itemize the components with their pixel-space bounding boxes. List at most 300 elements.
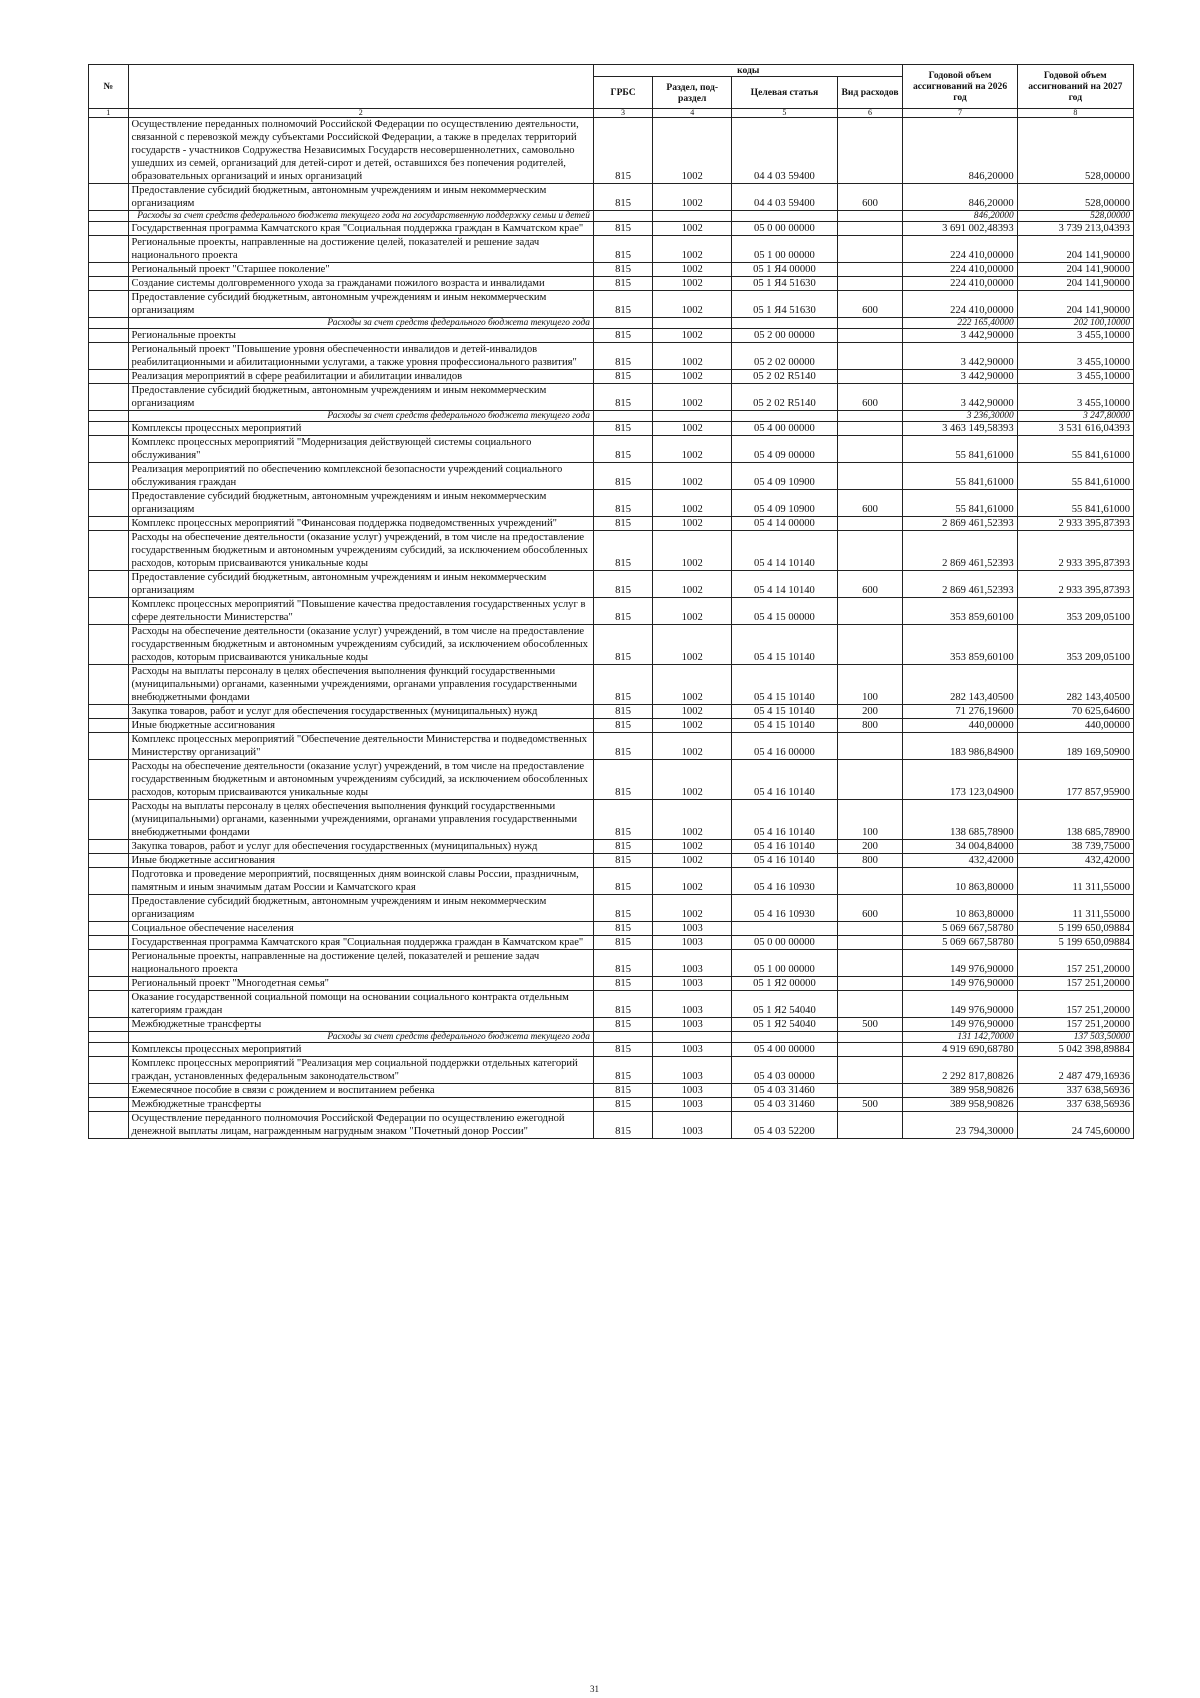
header-section: Раздел, под-раздел [653,77,732,109]
cell-vol-2027: 5 042 398,89884 [1017,1043,1133,1057]
cell-vol-2027: 204 141,90000 [1017,236,1133,263]
cell-type [837,977,903,991]
cell-vol-2026: 224 410,00000 [903,291,1017,318]
cell-section: 1002 [653,490,732,517]
cell-grbs: 815 [593,370,652,384]
cell-vol-2027: 3 455,10000 [1017,329,1133,343]
cell-name: Предоставление субсидий бюджетным, автономным учреждениям и иным некоммерческим организациям [128,184,593,211]
table-row [89,760,1134,800]
table-row [89,922,1134,936]
cell-grbs: 815 [593,977,652,991]
cell-type [837,598,903,625]
cell-num [89,1057,129,1084]
cell-vol-2026: 3 442,90000 [903,329,1017,343]
cell-vol-2027: 2 933 395,87393 [1017,571,1133,598]
cell-type [837,343,903,370]
header-grbs: ГРБС [593,77,652,109]
cell-section: 1002 [653,291,732,318]
cell-grbs: 815 [593,922,652,936]
cell-target: 05 1 Я2 54040 [732,1018,837,1032]
table-row [89,384,1134,411]
table-row [89,531,1134,571]
cell-vol-2027: 3 247,80000 [1017,411,1133,422]
cell-name: Иные бюджетные ассигнования [128,719,593,733]
table-row [89,222,1134,236]
cell-vol-2027: 282 143,40500 [1017,665,1133,705]
column-number: 1 [89,109,129,118]
cell-vol-2027: 24 745,60000 [1017,1112,1133,1139]
table-row [89,118,1134,184]
header-vol-2026: Годовой объем ассигнований на 2026 год [903,65,1017,109]
cell-grbs: 815 [593,895,652,922]
cell-target: 05 1 Я4 51630 [732,291,837,318]
cell-vol-2027: 204 141,90000 [1017,291,1133,318]
cell-vol-2026: 224 410,00000 [903,236,1017,263]
cell-section: 1002 [653,705,732,719]
cell-target: 05 4 14 10140 [732,531,837,571]
cell-target: 05 4 16 10140 [732,854,837,868]
cell-section [653,318,732,329]
cell-type [837,329,903,343]
cell-type [837,118,903,184]
cell-type [837,411,903,422]
cell-type [837,436,903,463]
budget-table-sheet [88,64,1134,1139]
table-row [89,625,1134,665]
cell-num [89,625,129,665]
cell-num [89,991,129,1018]
cell-target: 05 4 15 00000 [732,598,837,625]
cell-type [837,370,903,384]
cell-vol-2026: 3 442,90000 [903,343,1017,370]
cell-num [89,665,129,705]
cell-grbs: 815 [593,531,652,571]
cell-section: 1002 [653,531,732,571]
cell-num [89,236,129,263]
cell-vol-2027: 157 251,20000 [1017,950,1133,977]
cell-section: 1003 [653,1098,732,1112]
cell-vol-2027: 157 251,20000 [1017,1018,1133,1032]
cell-target: 05 4 15 10140 [732,665,837,705]
cell-name: Региональный проект "Повышение уровня обеспеченности инвалидов и детей-инвалидов реабилитационными и абилитационными услугами, а также уровня профессионального развития" [128,343,593,370]
cell-vol-2026: 3 463 149,58393 [903,422,1017,436]
cell-name: Расходы на обеспечение деятельности (оказание услуг) учреждений, в том числе на предоставление государственным бюджетным и автономным учреждениям субсидий, за исключением обособленных расходов, которым присваиваются уникальные коды [128,531,593,571]
cell-type [837,236,903,263]
cell-name: Региональные проекты, направленные на достижение целей, показателей и решение задач национального проекта [128,236,593,263]
cell-name: Предоставление субсидий бюджетным, автономным учреждениям и иным некоммерческим организациям [128,291,593,318]
cell-vol-2027: 55 841,61000 [1017,490,1133,517]
cell-vol-2027: 5 199 650,09884 [1017,922,1133,936]
cell-vol-2026: 2 869 461,52393 [903,531,1017,571]
cell-section: 1003 [653,936,732,950]
cell-vol-2026: 10 863,80000 [903,895,1017,922]
cell-num [89,760,129,800]
cell-grbs: 815 [593,118,652,184]
cell-name: Региональный проект "Многодетная семья" [128,977,593,991]
cell-vol-2027: 2 487 479,16936 [1017,1057,1133,1084]
cell-vol-2027: 3 455,10000 [1017,343,1133,370]
cell-section: 1002 [653,665,732,705]
cell-target: 05 4 15 10140 [732,719,837,733]
cell-target: 05 1 00 00000 [732,950,837,977]
table-row [89,840,1134,854]
cell-vol-2026: 846,20000 [903,211,1017,222]
cell-grbs: 815 [593,463,652,490]
cell-grbs: 815 [593,733,652,760]
cell-vol-2026: 3 236,30000 [903,411,1017,422]
cell-name: Расходы на выплаты персоналу в целях обеспечения выполнения функций государственными (муниципальными) органами, казенными учреждениями, органами управления государственными внебюджетными фондами [128,800,593,840]
cell-vol-2027: 3 455,10000 [1017,370,1133,384]
cell-name: Комплекс процессных мероприятий "Повышение качества предоставления государственных услуг в сфере деятельности Министерства" [128,598,593,625]
cell-num [89,598,129,625]
cell-vol-2026: 2 869 461,52393 [903,571,1017,598]
cell-num [89,517,129,531]
table-row [89,236,1134,263]
cell-vol-2026: 149 976,90000 [903,991,1017,1018]
table-body [89,118,1134,1139]
table-row [89,184,1134,211]
cell-section: 1002 [653,854,732,868]
cell-type: 600 [837,895,903,922]
cell-name: Предоставление субсидий бюджетным, автономным учреждениям и иным некоммерческим организациям [128,895,593,922]
cell-type: 600 [837,291,903,318]
cell-name: Расходы на выплаты персоналу в целях обеспечения выполнения функций государственными (муниципальными) органами, казенными учреждениями, органами управления государственными внебюджетными фондами [128,665,593,705]
cell-num [89,922,129,936]
cell-section: 1002 [653,422,732,436]
cell-type: 500 [837,1098,903,1112]
cell-num [89,211,129,222]
cell-grbs: 815 [593,1043,652,1057]
cell-num [89,868,129,895]
table-row [89,665,1134,705]
cell-name: Комплекс процессных мероприятий "Модернизация действующей системы социального обслуживания" [128,436,593,463]
cell-section [653,211,732,222]
cell-type: 200 [837,840,903,854]
column-number: 8 [1017,109,1133,118]
cell-name: Реализация мероприятий в сфере реабилитации и абилитации инвалидов [128,370,593,384]
cell-vol-2027: 3 455,10000 [1017,384,1133,411]
cell-grbs: 815 [593,571,652,598]
cell-num [89,895,129,922]
cell-type [837,517,903,531]
cell-type [837,1112,903,1139]
cell-grbs: 815 [593,490,652,517]
cell-section [653,1032,732,1043]
cell-name: Расходы на обеспечение деятельности (оказание услуг) учреждений, в том числе на предоставление государственным бюджетным и автономным учреждениям субсидий, за исключением обособленных расходов, которым присваиваются уникальные коды [128,625,593,665]
cell-section: 1002 [653,625,732,665]
cell-num [89,977,129,991]
cell-grbs: 815 [593,436,652,463]
table-row [89,977,1134,991]
budget-table [88,64,1134,1139]
cell-grbs: 815 [593,1018,652,1032]
cell-vol-2026: 224 410,00000 [903,263,1017,277]
cell-grbs: 815 [593,236,652,263]
cell-vol-2027: 38 739,75000 [1017,840,1133,854]
cell-name: Комплекс процессных мероприятий "Реализация мер социальной поддержки отдельных категорий граждан, установленных федеральным законодательством" [128,1057,593,1084]
cell-name: Ежемесячное пособие в связи с рождением и воспитанием ребенка [128,1084,593,1098]
cell-type: 600 [837,571,903,598]
cell-grbs: 815 [593,625,652,665]
cell-grbs: 815 [593,936,652,950]
cell-grbs: 815 [593,760,652,800]
cell-section [653,411,732,422]
federal-funds-row [89,318,1134,329]
cell-target: 05 4 03 52200 [732,1112,837,1139]
cell-grbs: 815 [593,517,652,531]
table-row [89,936,1134,950]
cell-type: 200 [837,705,903,719]
table-row [89,950,1134,977]
cell-grbs: 815 [593,868,652,895]
table-row [89,343,1134,370]
cell-name: Государственная программа Камчатского края "Социальная поддержка граждан в Камчатском крае" [128,936,593,950]
cell-section: 1003 [653,977,732,991]
cell-target: 04 4 03 59400 [732,184,837,211]
cell-grbs: 815 [593,1112,652,1139]
cell-grbs: 815 [593,1084,652,1098]
table-row [89,1084,1134,1098]
cell-vol-2027: 137 503,50000 [1017,1032,1133,1043]
cell-vol-2026: 34 004,84000 [903,840,1017,854]
cell-num [89,490,129,517]
cell-type [837,1057,903,1084]
cell-vol-2026: 149 976,90000 [903,950,1017,977]
page-number: 31 [590,1684,599,1694]
cell-num [89,800,129,840]
cell-vol-2027: 55 841,61000 [1017,463,1133,490]
cell-target: 05 1 Я4 51630 [732,277,837,291]
cell-grbs: 815 [593,184,652,211]
cell-num [89,705,129,719]
cell-type [837,950,903,977]
cell-num [89,1018,129,1032]
cell-vol-2026: 131 142,70000 [903,1032,1017,1043]
cell-vol-2027: 3 739 213,04393 [1017,222,1133,236]
cell-section: 1003 [653,1043,732,1057]
cell-num [89,370,129,384]
cell-name: Комплексы процессных мероприятий [128,422,593,436]
table-row [89,422,1134,436]
cell-type [837,936,903,950]
cell-grbs: 815 [593,384,652,411]
cell-vol-2026: 23 794,30000 [903,1112,1017,1139]
table-row [89,1018,1134,1032]
cell-vol-2027: 157 251,20000 [1017,977,1133,991]
cell-target: 05 2 00 00000 [732,329,837,343]
cell-grbs: 815 [593,329,652,343]
cell-target: 05 4 03 31460 [732,1098,837,1112]
cell-vol-2026: 389 958,90826 [903,1084,1017,1098]
cell-num [89,950,129,977]
cell-target: 05 2 02 00000 [732,343,837,370]
cell-type: 100 [837,800,903,840]
cell-type [837,733,903,760]
cell-name: Региональные проекты, направленные на достижение целей, показателей и решение задач национального проекта [128,950,593,977]
cell-grbs [593,211,652,222]
cell-type [837,211,903,222]
cell-vol-2026: 55 841,61000 [903,436,1017,463]
cell-section: 1002 [653,733,732,760]
cell-vol-2026: 3 442,90000 [903,370,1017,384]
cell-num [89,384,129,411]
cell-vol-2026: 183 986,84900 [903,733,1017,760]
cell-target: 04 4 03 59400 [732,118,837,184]
cell-name: Осуществление переданных полномочий Российской Федерации по осуществлению деятельности, связанной с перевозкой между субъектами Российской Федерации, а также в пределах территорий государств - участников Содружества Независимых Государств несовершеннолетних, самовольно ушедших из семей, организаций для детей-сирот и детей, оставшихся без попечения родителей, образовательных организаций и иных организаций [128,118,593,184]
cell-vol-2026: 138 685,78900 [903,800,1017,840]
cell-vol-2026: 2 869 461,52393 [903,517,1017,531]
cell-section: 1002 [653,840,732,854]
cell-name: Расходы за счет средств федерального бюджета текущего года на государственную поддержку семьи и детей [128,211,593,222]
cell-num [89,733,129,760]
cell-name: Комплекс процессных мероприятий "Финансовая поддержка подведомственных учреждений" [128,517,593,531]
column-number: 2 [128,109,593,118]
table-row [89,991,1134,1018]
cell-type [837,1032,903,1043]
table-row [89,291,1134,318]
cell-num [89,222,129,236]
cell-num [89,291,129,318]
cell-name: Расходы за счет средств федерального бюджета текущего года [128,318,593,329]
cell-section: 1003 [653,1084,732,1098]
cell-num [89,1084,129,1098]
table-row [89,1057,1134,1084]
cell-type: 500 [837,1018,903,1032]
cell-target: 05 4 14 10140 [732,571,837,598]
cell-name: Закупка товаров, работ и услуг для обеспечения государственных (муниципальных) нужд [128,840,593,854]
cell-vol-2026: 5 069 667,58780 [903,936,1017,950]
cell-name: Оказание государственной социальной помощи на основании социального контракта отдельным категориям граждан [128,991,593,1018]
cell-num [89,411,129,422]
cell-grbs [593,411,652,422]
cell-vol-2026: 4 919 690,68780 [903,1043,1017,1057]
cell-vol-2026: 71 276,19600 [903,705,1017,719]
cell-target [732,922,837,936]
cell-vol-2027: 3 531 616,04393 [1017,422,1133,436]
cell-grbs: 815 [593,343,652,370]
cell-target [732,1032,837,1043]
cell-num [89,1032,129,1043]
cell-name: Предоставление субсидий бюджетным, автономным учреждениям и иным некоммерческим организациям [128,571,593,598]
cell-vol-2026: 353 859,60100 [903,598,1017,625]
cell-grbs: 815 [593,950,652,977]
cell-vol-2027: 528,00000 [1017,118,1133,184]
cell-vol-2026: 55 841,61000 [903,490,1017,517]
cell-section: 1002 [653,222,732,236]
cell-target: 05 4 03 31460 [732,1084,837,1098]
cell-target [732,318,837,329]
table-row [89,598,1134,625]
cell-vol-2026: 149 976,90000 [903,1018,1017,1032]
cell-target: 05 4 15 10140 [732,705,837,719]
table-row [89,719,1134,733]
cell-vol-2027: 528,00000 [1017,184,1133,211]
column-number: 6 [837,109,903,118]
cell-num [89,531,129,571]
cell-grbs: 815 [593,840,652,854]
cell-vol-2027: 353 209,05100 [1017,625,1133,665]
table-row [89,329,1134,343]
cell-grbs: 815 [593,277,652,291]
cell-type [837,922,903,936]
cell-section: 1002 [653,384,732,411]
cell-num [89,463,129,490]
cell-section: 1002 [653,184,732,211]
cell-type: 800 [837,854,903,868]
cell-vol-2027: 177 857,95900 [1017,760,1133,800]
cell-num [89,318,129,329]
cell-target: 05 1 00 00000 [732,236,837,263]
cell-vol-2026: 432,42000 [903,854,1017,868]
table-row [89,1043,1134,1057]
cell-name: Межбюджетные трансферты [128,1098,593,1112]
header-type: Вид расходов [837,77,903,109]
cell-vol-2026: 149 976,90000 [903,977,1017,991]
cell-vol-2026: 10 863,80000 [903,868,1017,895]
column-number: 7 [903,109,1017,118]
cell-grbs: 815 [593,705,652,719]
cell-section: 1002 [653,277,732,291]
cell-target: 05 1 Я4 00000 [732,263,837,277]
cell-name: Иные бюджетные ассигнования [128,854,593,868]
header-vol-2027: Годовой объем ассигнований на 2027 год [1017,65,1133,109]
cell-vol-2027: 70 625,64600 [1017,705,1133,719]
cell-type [837,277,903,291]
cell-target: 05 2 02 R5140 [732,370,837,384]
cell-target: 05 4 09 00000 [732,436,837,463]
cell-vol-2027: 204 141,90000 [1017,277,1133,291]
cell-target: 05 1 Я2 54040 [732,991,837,1018]
cell-section: 1002 [653,800,732,840]
cell-target: 05 4 09 10900 [732,490,837,517]
cell-vol-2027: 337 638,56936 [1017,1098,1133,1112]
cell-num [89,329,129,343]
table-row [89,1112,1134,1139]
cell-vol-2027: 202 100,10000 [1017,318,1133,329]
cell-num [89,422,129,436]
cell-vol-2026: 55 841,61000 [903,463,1017,490]
cell-target: 05 4 09 10900 [732,463,837,490]
table-row [89,800,1134,840]
column-number: 4 [653,109,732,118]
cell-grbs: 815 [593,665,652,705]
table-row [89,263,1134,277]
cell-type [837,422,903,436]
cell-vol-2027: 528,00000 [1017,211,1133,222]
cell-num [89,277,129,291]
cell-section: 1002 [653,571,732,598]
cell-vol-2027: 2 933 395,87393 [1017,517,1133,531]
column-number: 5 [732,109,837,118]
header-target: Целевая статья [732,77,837,109]
cell-target [732,411,837,422]
header-codes: коды [593,65,903,77]
cell-name: Комплексы процессных мероприятий [128,1043,593,1057]
cell-vol-2026: 440,00000 [903,719,1017,733]
cell-num [89,1098,129,1112]
table-header [89,65,1134,118]
cell-name: Региональный проект "Старшее поколение" [128,263,593,277]
table-row [89,490,1134,517]
cell-name: Региональные проекты [128,329,593,343]
cell-name: Межбюджетные трансферты [128,1018,593,1032]
cell-type: 800 [837,719,903,733]
header-name [128,65,593,109]
table-row [89,571,1134,598]
cell-grbs [593,1032,652,1043]
table-row [89,463,1134,490]
cell-vol-2027: 157 251,20000 [1017,991,1133,1018]
